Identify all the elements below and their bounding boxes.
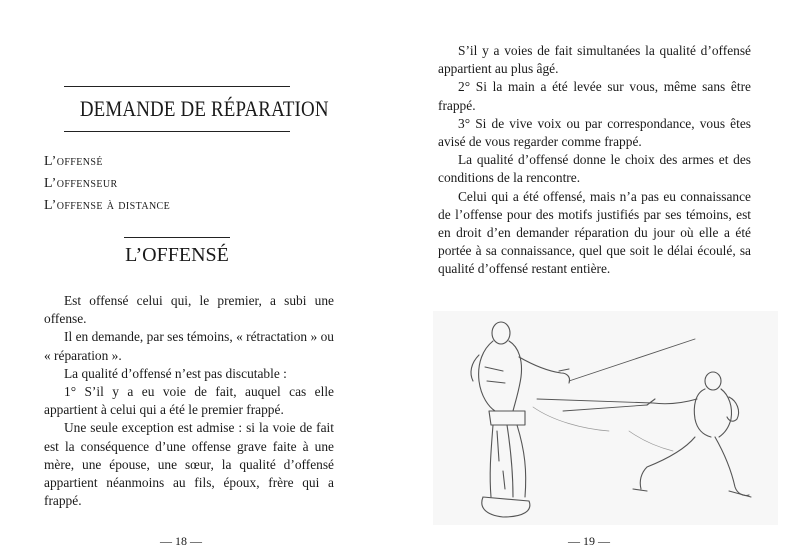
contents-item: L’offensé — [44, 154, 103, 169]
title-rule-bottom — [64, 131, 290, 132]
section-title: DEMANDE DE RÉPARATION — [79, 96, 329, 121]
title-rule-top — [64, 86, 290, 87]
paragraph: La qualité d’offensé donne le choix des armes et des conditions de la rencontre. — [438, 152, 751, 186]
paragraph: Est offensé celui qui, le premier, a subi une offense. — [44, 293, 334, 327]
page-number: — 18 — — [160, 534, 202, 548]
paragraph: 1° S’il y a eu voie de fait, auquel cas elle appartient à celui qui a été le premier frappé. — [44, 384, 334, 418]
paragraph: Celui qui a été offensé, mais n’a pas eu connaissance de l’offense pour des motifs justifiés par ses témoins, est en droit d’en demander réparation du jour où elle a été portée à sa connaissance, quel que soit le délai écoulé, sa qualité d’offensé restant entière. — [438, 188, 751, 277]
page-number: — 19 — — [568, 534, 610, 548]
right-page — [393, 0, 786, 550]
paragraph: 3° Si de vive voix ou par correspondance, vous êtes avisé de vous regarder comme frappé. — [438, 115, 751, 150]
fencing-illustration — [433, 311, 778, 525]
contents-list — [44, 151, 170, 217]
contents-item: L’offense à distance — [44, 198, 171, 213]
paragraph: 2° Si la main a été levée sur vous, même sans être frappé. — [438, 79, 751, 113]
paragraph: S’il y a voies de fait simultanées la qualité d’offensé appartient au plus âgé. — [438, 43, 751, 77]
right-body-text — [438, 42, 751, 279]
subtitle-rule — [124, 237, 230, 238]
paragraph: La qualité d’offensé n’est pas discutable : — [64, 365, 287, 381]
contents-item: L’offenseur — [44, 176, 118, 191]
paragraph: Il en demande, par ses témoins, « rétractation » ou « réparation ». — [44, 329, 334, 363]
fencing-sketch-icon — [433, 311, 778, 525]
left-body-text — [44, 292, 334, 510]
paragraph: Une seule exception est admise : si la voie de fait est la conséquence d’une offense grave faite à une mère, une épouse, une sœur, la qualité d’offensé appartient néanmoins au fils, époux, frère qui a frappé. — [44, 420, 334, 509]
subtitle: L’OFFENSÉ — [125, 244, 229, 266]
